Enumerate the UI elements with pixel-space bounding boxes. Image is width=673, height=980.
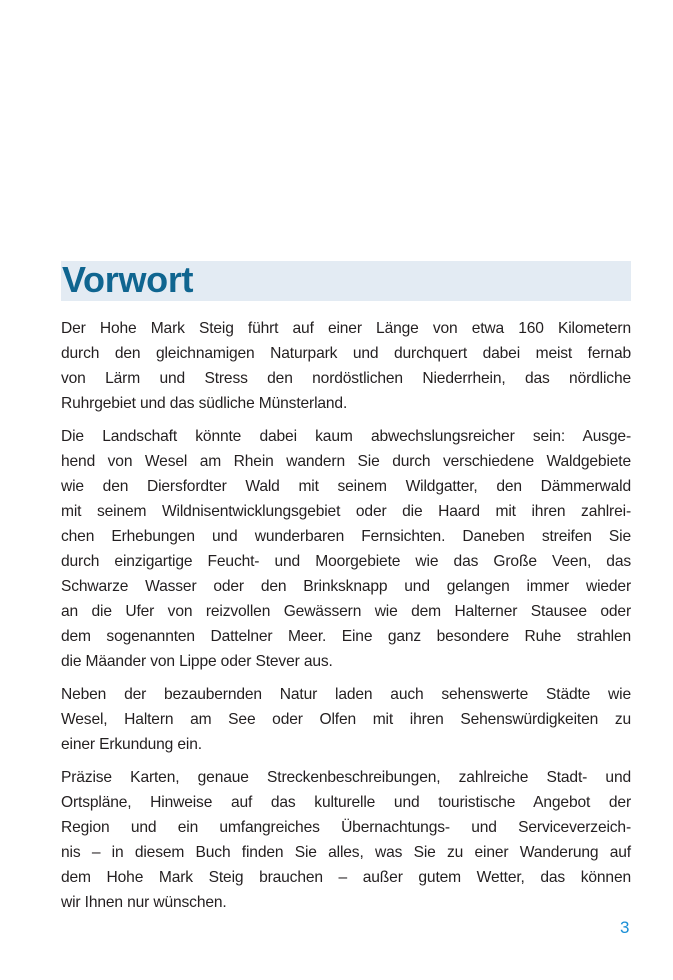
text-line: von Lärm und Stress den nordöstlichen Niederrhein, das nördliche <box>61 370 631 387</box>
text-line: durch den gleichnamigen Naturpark und durchquert dabei meist fernab <box>61 345 631 362</box>
text-line: durch einzigartige Feucht- und Moorgebiete wie das Große Veen, das <box>61 553 631 570</box>
text-line: Der Hohe Mark Steig führt auf einer Länge von etwa 160 Kilometern <box>61 320 631 337</box>
page-title: Vorwort <box>62 259 194 300</box>
text-line: die Mäander von Lippe oder Stever aus. <box>61 653 333 670</box>
text-line: Die Landschaft könnte dabei kaum abwechslungsreicher sein: Ausge- <box>61 428 631 445</box>
text-line: mit seinem Wildnisentwicklungsgebiet oder die Haard mit ihren zahlrei- <box>61 503 631 520</box>
text-line: dem Hohe Mark Steig brauchen – außer gutem Wetter, das können <box>61 869 631 886</box>
paragraph <box>61 424 631 674</box>
text-line: hend von Wesel am Rhein wandern Sie durch verschiedene Waldgebiete <box>61 453 631 470</box>
text-line: Neben der bezaubernden Natur laden auch sehenswerte Städte wie <box>61 686 631 703</box>
text-line: nis – in diesem Buch finden Sie alles, was Sie zu einer Wanderung auf <box>61 844 631 861</box>
text-line: wir Ihnen nur wünschen. <box>61 894 227 911</box>
text-line: wie den Diersfordter Wald mit seinem Wildgatter, den Dämmerwald <box>61 478 631 495</box>
text-line: an die Ufer von reizvollen Gewässern wie dem Halterner Stausee oder <box>61 603 631 620</box>
text-line: dem sogenannten Dattelner Meer. Eine ganz besondere Ruhe strahlen <box>61 628 631 645</box>
text-line: Wesel, Haltern am See oder Olfen mit ihren Sehenswürdigkeiten zu <box>61 711 631 728</box>
text-line: Ruhrgebiet und das südliche Münsterland. <box>61 395 348 412</box>
text-line: chen Erhebungen und wunderbaren Fernsichten. Daneben streifen Sie <box>61 528 631 545</box>
page-number: 3 <box>620 918 630 937</box>
text-line: Ortspläne, Hinweise auf das kulturelle und touristische Angebot der <box>61 794 631 811</box>
text-line: Präzise Karten, genaue Streckenbeschreibungen, zahlreiche Stadt- und <box>61 769 631 786</box>
text-line: Region und ein umfangreiches Übernachtungs- und Serviceverzeich- <box>61 819 631 836</box>
paragraph <box>61 316 631 416</box>
text-line: einer Erkundung ein. <box>61 736 202 753</box>
body-text <box>61 316 631 923</box>
paragraph <box>61 682 631 757</box>
text-line: Schwarze Wasser oder den Brinksknapp und gelangen immer wieder <box>61 578 631 595</box>
paragraph <box>61 765 631 915</box>
